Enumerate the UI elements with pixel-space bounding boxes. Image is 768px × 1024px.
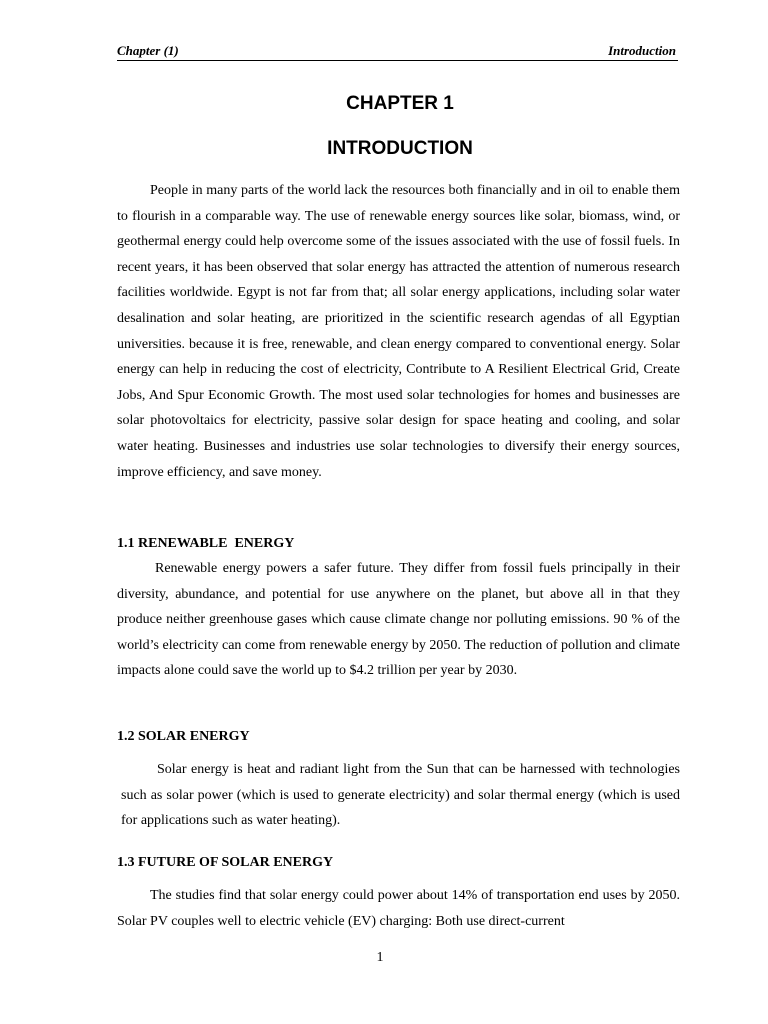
heading-solar-energy: 1.2 SOLAR ENERGY <box>117 729 250 744</box>
running-header <box>117 42 678 61</box>
solar-energy-paragraph: Solar energy is heat and radiant light from the Sun that can be harnessed with technologies such as solar power (which is used to generate electricity) and solar thermal energy (which is used for applications such as water heating). <box>121 762 680 829</box>
introduction-title: INTRODUCTION <box>327 138 473 159</box>
renewable-energy-paragraph: Renewable energy powers a safer future. They differ from fossil fuels principally in their diversity, abundance, and potential for use anywhere on the planet, but above all in that they produce neither greenhouse gases which cause climate change nor polluting emissions. 90 % of the world’s electricity can come from renewable energy by 2050. The reduction of pollution and climate impacts alone could save the world up to $4.2 trillion per year by 2030. <box>117 561 680 679</box>
page-number: 1 <box>376 950 384 965</box>
chapter-title: CHAPTER 1 <box>346 93 454 114</box>
heading-renewable-energy: 1.1 RENEWABLE ENERGY <box>117 536 295 551</box>
header-chapter: Chapter (1) <box>117 43 179 58</box>
heading-future-solar-energy: 1.3 FUTURE OF SOLAR ENERGY <box>117 855 334 870</box>
intro-paragraph: People in many parts of the world lack the resources both financially and in oil to enable them to flourish in a comparable way. The use of renewable energy sources like solar, biomass, wind, or geothermal energy could help overcome some of the issues associated with the use of fossil fuels. In recent years, it has been observed that solar energy has attracted the attention of numerous research facilities worldwide. Egypt is not far from that; all solar energy applications, including solar water desalination and solar heating, are prioritized in the scientific research agendas of all Egyptian universities. because it is free, renewable, and clean energy compared to conventional energy. Solar energy can help in reducing the cost of electricity, Contribute to A Resilient Electrical Grid, Create Jobs, And Spur Economic Growth. The most used solar technologies for homes and businesses are solar photovoltaics for electricity, passive solar design for space heating and cooling, and solar water heating. Businesses and industries use solar technologies to diversify their energy sources, improve efficiency, and save money. <box>117 183 680 480</box>
header-section: Introduction <box>608 43 676 58</box>
future-solar-paragraph: The studies find that solar energy could power about 14% of transportation end uses by 2050. Solar PV couples well to electric vehicle (EV) charging: Both use direct-current <box>117 888 680 929</box>
